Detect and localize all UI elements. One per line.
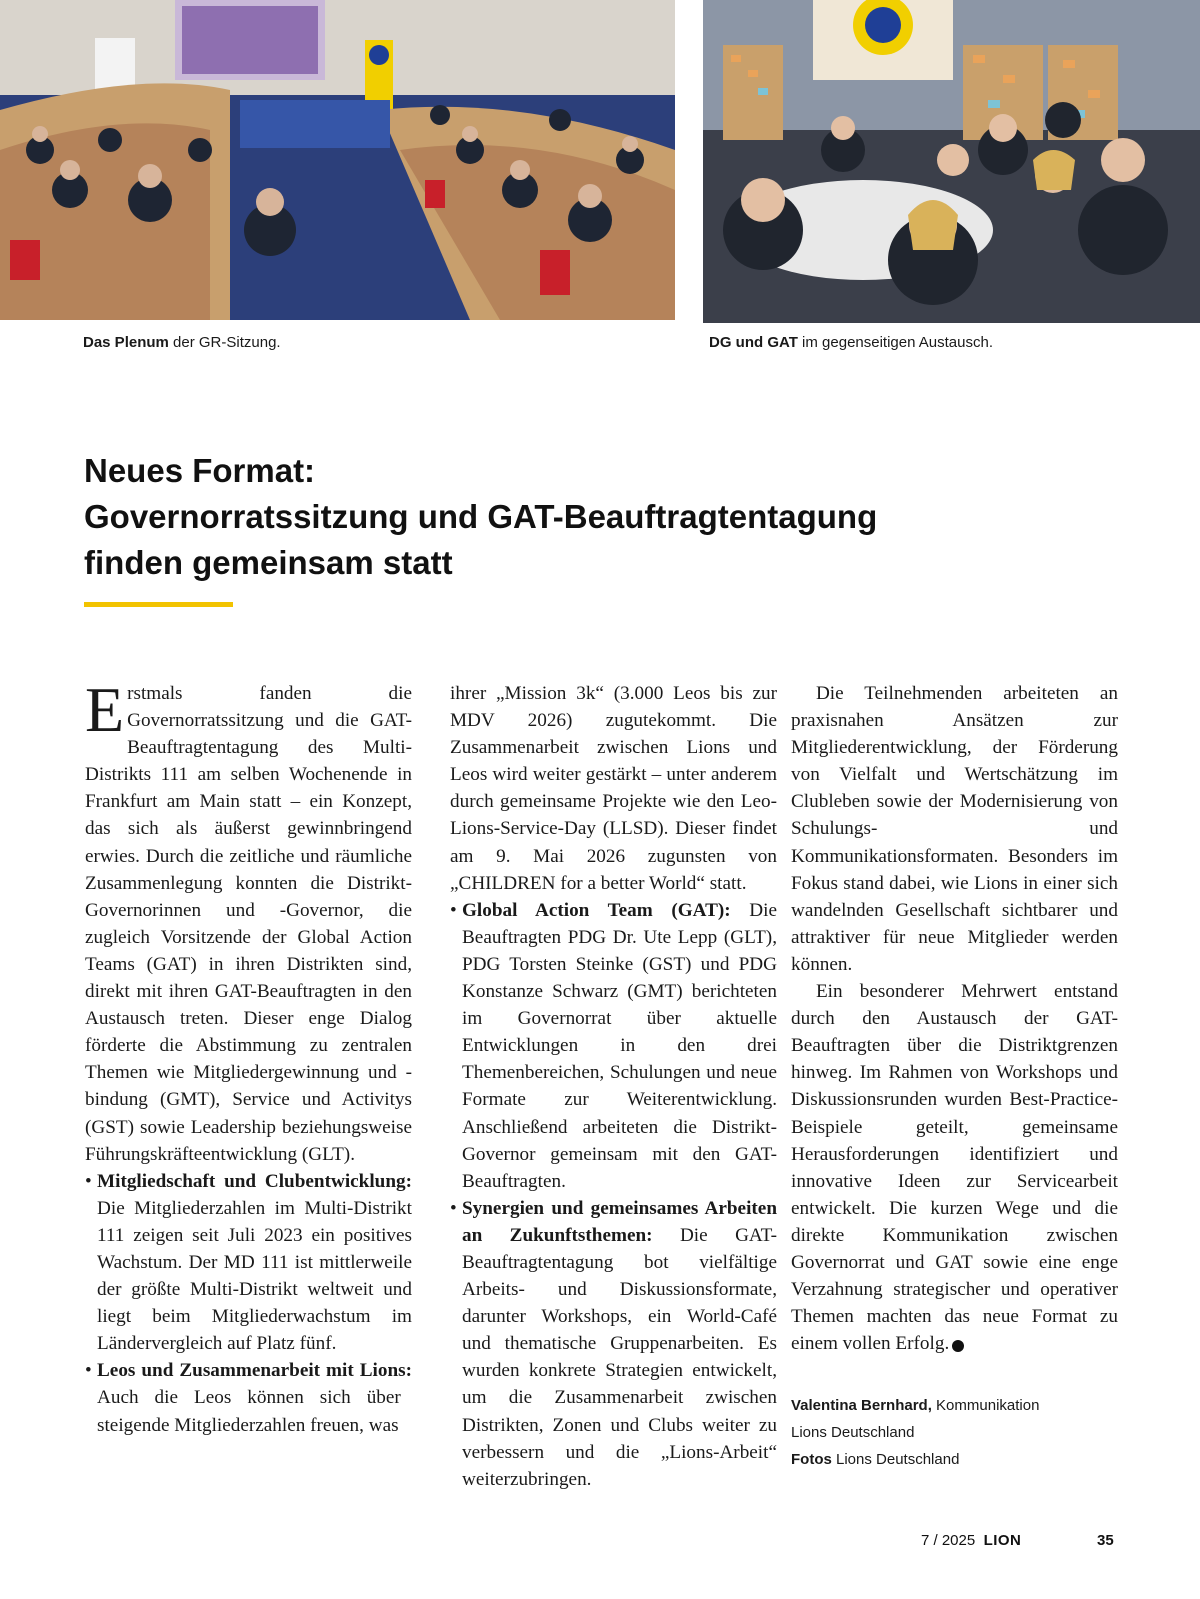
intro-text: rstmals fanden die Governorratssitzung und die GAT-Beauftragtentagung des Multi-Distrikts 111 am selben Wochenende in Frankfurt am Main statt – ein Konzept, das sich als äußerst gewinnbringend erwies. Durch die zeitliche und räumliche Zusammenlegung konnten die Distrikt-Governorinnen und -Governor, die zugleich Vorsitzende der Global Action Teams (GAT) in ihren Distrikten sind, direkt mit ihren GAT-Beauftragten in den Austausch treten. Dieser enge Dialog förderte die Abstimmung zu zentralen Themen wie Mitgliedergewinnung und -bindung (GMT), Service und Activitys (GST) sowie Leadership beziehungsweise Führungskräfteentwicklung (GLT). [85, 683, 412, 1165]
caption-exchange-text: im gegenseitigen Austausch. [797, 334, 993, 351]
caption-exchange [709, 334, 993, 351]
bullet-synergies-text: Die GAT-Beauftragtentagung bot vielfältige Arbeits- und Diskussionsformate, darunter Workshops, ein World-Café und thematische Gruppenarbeiten. Es wurden konkrete Strategien entwickelt, um die Zusammenarbeit zwischen Distrikten, Zonen und Clubs weiter zu verbessern und die „Lions-Arbeit“ weiterzubringen. [462, 1224, 777, 1490]
headline-line-1: Neues Format: [84, 452, 316, 489]
col3-paragraph-2-text: Ein besonderer Mehrwert entstand durch den Austausch der GAT-Beauftragten über die Distriktgrenzen hinweg. Im Rahmen von Workshops und Diskussionsrunden wurden Best-Practice-Beispiele geteilt, gemeinsame Herausforderungen identifiziert und innovative Ideen zur Servicearbeit entwickelt. Die kurzen Wege und die direkte Kommunikation zwischen Governorrat und GAT sowie eine enge Verzahnung strategischer und operativer Themen machten das neue Format zu einem vollen Erfolg. [791, 981, 1118, 1355]
bullet-leos [85, 1357, 412, 1438]
headline-accent-rule [84, 602, 233, 607]
bullet-membership-text: Die Mitgliederzahlen im Multi-Distrikt 111 zeigen seit Juli 2023 ein positives Wachstum. Der MD 111 ist mittlerweile der größte Multi-Distrikt weltweit und liegt beim Mitgliederwachstum im Ländervergleich auf Platz fünf. [97, 1197, 412, 1355]
headline-line-3: finden gemeinsam statt [84, 544, 453, 581]
article-headline [84, 448, 1114, 586]
credit-photos [791, 1446, 1121, 1473]
col3-paragraph-1: Die Teilnehmenden arbeiteten an praxisnahen Ansätzen zur Mitgliederentwicklung, der Förderung von Vielfalt und Wertschätzung im Clubleben sowie der Modernisierung von Schulungs- und Kommunikationsformaten. Besonders im Fokus stand dabei, wie Lions in einer sich wandelnden Gesellschaft sichtbarer und attraktiver für neue Mitglieder werden können. [791, 683, 1118, 975]
footer-magazine-name: LION [983, 1532, 1022, 1549]
article-column-3 [791, 680, 1118, 1357]
headline-line-2: Governorratssitzung und GAT-Beauftragtentagung [84, 498, 878, 535]
bullet-leos-text: Auch die Leos können sich über steigende Mitgliederzahlen freuen, was [97, 1387, 401, 1436]
credit-photos-label: Fotos [791, 1451, 832, 1468]
page-number: 35 [1097, 1532, 1114, 1549]
credit-author-name: Valentina Bernhard, [791, 1397, 932, 1414]
dropcap: E [85, 674, 125, 745]
credit-author-role: Kommunikation [931, 1397, 1040, 1414]
bullet-leos-title: Leos und Zusammenarbeit mit Lions: [97, 1360, 412, 1382]
credit-author [791, 1392, 1121, 1419]
bullet-gat-title: Global Action Team (GAT): [462, 899, 731, 921]
photo-plenum-image [0, 0, 675, 320]
article-column-2 [450, 680, 777, 1493]
caption-plenum-text: der GR-Sitzung. [168, 334, 281, 351]
caption-exchange-bold: DG und GAT [709, 334, 798, 351]
leos-continuation: ihrer „Mission 3k“ (3.000 Leos bis zur MDV 2026) zugutekommt. Die Zusammenarbeit zwischen Lions und Leos wird weiter gestärkt – unter anderem durch gemeinsame Projekte wie den Leo-Lions-Service-Day (LLSD). Dieser findet am 9. Mai 2026 zugunsten von „CHILDREN for a better World“ statt. [450, 683, 777, 894]
caption-plenum [83, 334, 281, 351]
lion-end-mark-icon: L [952, 1340, 964, 1352]
bullet-membership-title: Mitgliedschaft und Clubentwicklung: [97, 1170, 412, 1192]
photo-plenum [0, 0, 675, 320]
caption-plenum-bold: Das Plenum [83, 334, 169, 351]
article-column-1 [85, 674, 412, 1439]
bullet-synergies [450, 1195, 777, 1493]
footer-issue [921, 1532, 1021, 1549]
bullet-synergies-title: Synergien und gemeinsames Arbeiten an Zukunftsthemen: [462, 1197, 777, 1246]
bullet-membership [85, 1168, 412, 1358]
intro-paragraph [85, 674, 412, 1168]
photo-exchange [703, 0, 1200, 323]
credit-author-org: Lions Deutschland [791, 1424, 915, 1441]
bullet-gat [450, 897, 777, 1195]
bullet-gat-text: Die Beauftragten PDG Dr. Ute Lepp (GLT), PDG Torsten Steinke (GST) und PDG Konstanze Schwarz (GMT) berichteten im Governorrat über aktuelle Entwicklungen in den drei Themenbereichen, Schulungen und neue Formate zur Weiterentwicklung. Anschließend arbeiteten die Distrikt-Governor gemeinsam mit den GAT-Beauftragten. [462, 899, 777, 1192]
article-credits [791, 1392, 1121, 1473]
footer-issue-number: 7 / 2025 [921, 1532, 976, 1549]
col3-paragraph-2 [791, 978, 1118, 1357]
credit-photos-source: Lions Deutschland [831, 1451, 960, 1468]
photo-exchange-image [703, 0, 1200, 323]
